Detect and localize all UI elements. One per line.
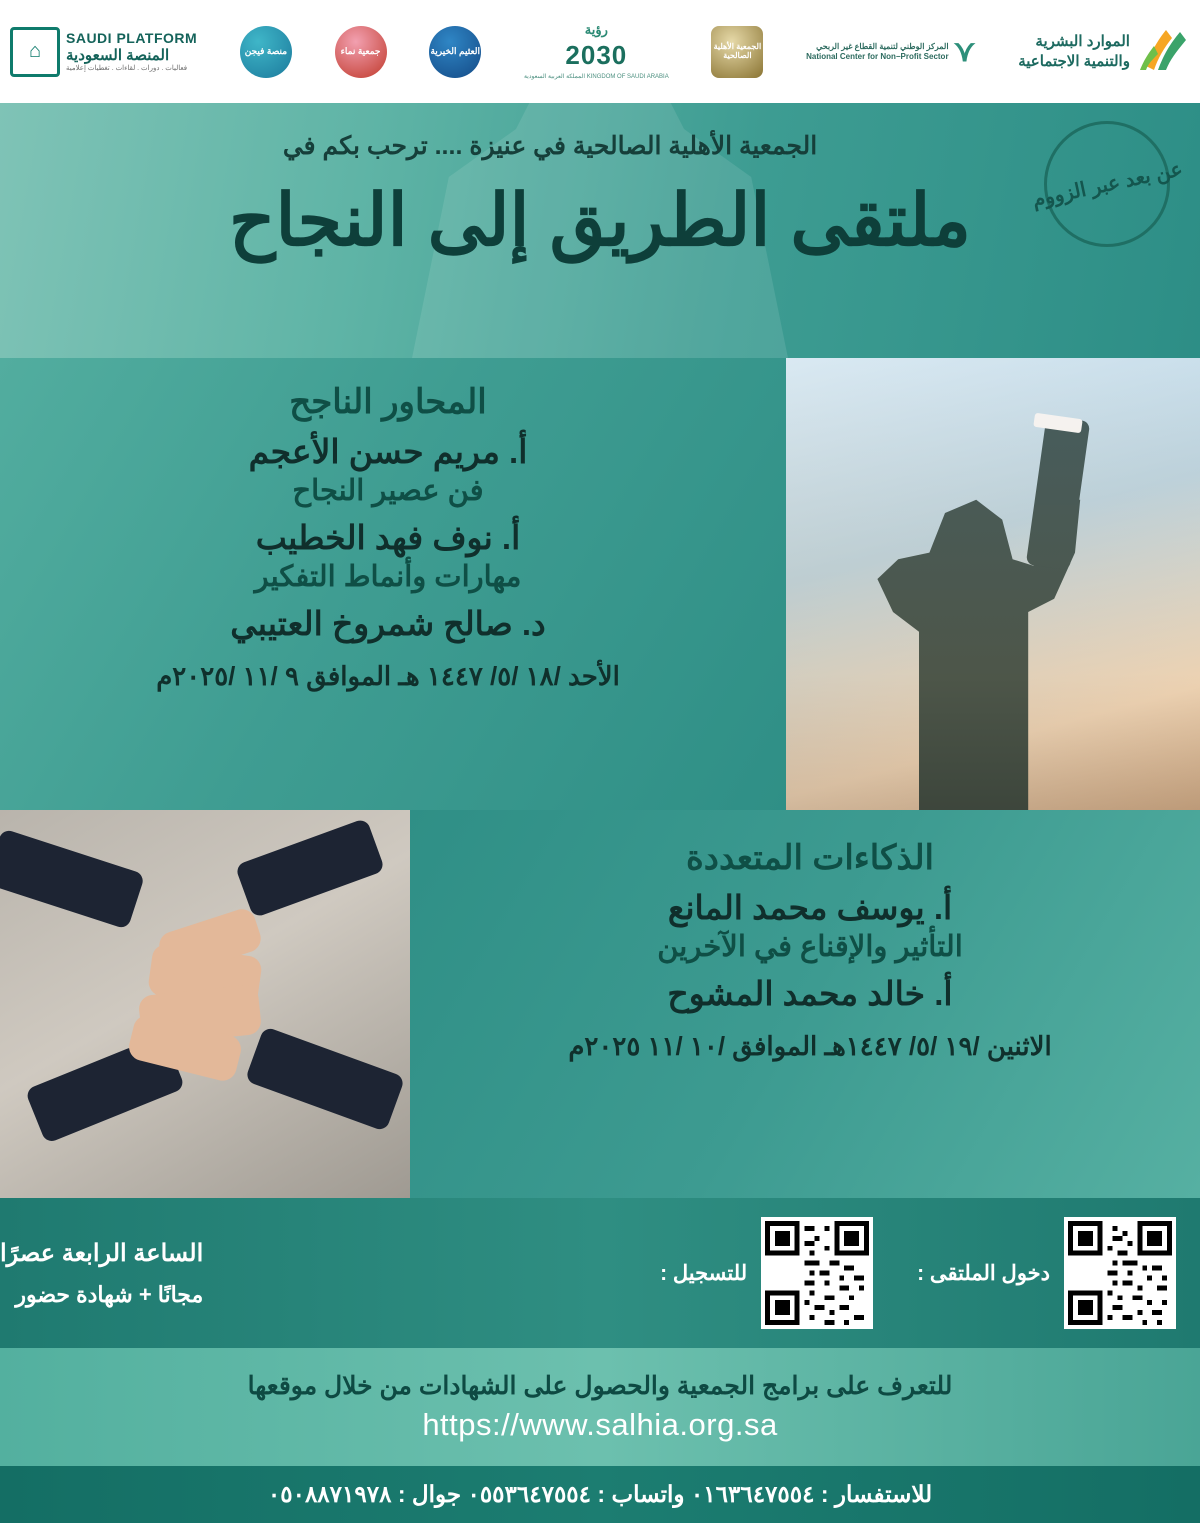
olthaim-charity-label: العثيم الخيرية	[430, 45, 481, 56]
photo-team-hands	[0, 810, 410, 1198]
contact-text: للاستفسار : ٠١٦٣٦٤٧٥٥٤ واتساب : ٠٥٥٣٦٤٧٥٥٤ جوال : ٠٥٠٨٨٧١٩٧٨	[267, 1481, 933, 1507]
website-note: للتعرف على برامج الجمعية والحصول على الشهادات من خلال موقعها	[247, 1372, 953, 1400]
day2-date: الاثنين /١٩ /٥/ ١٤٤٧هـ الموافق /١٠ /١١ ٢٠٢٥م	[568, 1031, 1052, 1061]
team-sleeve-3	[235, 818, 386, 919]
qr-register-label: للتسجيل :	[660, 1261, 748, 1285]
salhia-society-label: الجمعية الأهلية الصالحية	[713, 42, 762, 60]
website-band	[0, 1348, 1200, 1466]
saudi-platform-en: SAUDI PLATFORM	[66, 29, 198, 46]
day1-topic-1: المحاور الناجح	[289, 383, 487, 421]
welcome-text: الجمعية الأهلية الصالحية في عنيزة .... ترحب بكم في	[282, 132, 818, 160]
photo-success-man-cuff	[1033, 413, 1082, 434]
hrsd-line2: والتنمية الاجتماعية	[1018, 52, 1130, 70]
day2-topic-1: الذكاءات المتعددة	[685, 839, 934, 877]
event-time: الساعة الرابعة عصرًا	[0, 1239, 204, 1267]
hero-banner	[0, 103, 1200, 358]
vision-platform-label: منصة فيجن	[244, 45, 288, 56]
logo-vision-platform	[240, 26, 292, 78]
day1-session-block	[0, 358, 786, 810]
bunyan-charity-icon	[335, 26, 387, 78]
bunyan-charity-label: جمعية نماء	[340, 45, 381, 56]
hrsd-line1: الموارد البشرية	[1035, 33, 1130, 50]
qr-entry-label: دخول الملتقى :	[917, 1261, 1050, 1285]
photo-success-man	[786, 358, 1200, 810]
salhia-society-icon	[711, 26, 763, 78]
event-title: ملتقى الطريق إلى النجاح	[229, 181, 971, 261]
day1-speaker-2: أ. نوف فهد الخطيب	[255, 519, 521, 556]
ncnp-mark-icon: ⋎	[953, 35, 976, 68]
day1-speaker-1: أ. مريم حسن الأعجم	[248, 433, 528, 470]
vision-2030-ar: رؤية	[584, 22, 608, 37]
qr-code-entry[interactable]	[1064, 1217, 1176, 1329]
team-sleeve-4	[245, 1026, 406, 1132]
event-details	[0, 1239, 243, 1308]
logo-salhia-society	[711, 26, 763, 78]
ncnp-ar: المركز الوطني لتنمية القطاع غير الربحي	[816, 42, 949, 52]
sponsor-logo-bar	[0, 0, 1200, 103]
day2-session-block	[410, 810, 1200, 1198]
day1-date: الأحد /١٨ /٥/ ١٤٤٧ هـ الموافق ٩ /١١ /٢٠٢٥م	[156, 661, 620, 691]
saudi-platform-tagline: فعاليات . دورات . لقاءات . تغطيات إعلامية	[66, 64, 188, 72]
vision-platform-icon	[240, 26, 292, 78]
zoom-badge-label: عن بعد عبر الزووم	[1030, 157, 1185, 212]
day2-speaker-2: أ. خالد محمد المشوح	[667, 975, 953, 1012]
day1-topic-3: مهارات وأنماط التفكير	[254, 561, 522, 593]
logo-saudi-platform	[10, 27, 197, 77]
vision-2030-number: 2030	[565, 40, 628, 70]
ncnp-en: National Center for Non−Profit Sector	[806, 51, 949, 61]
logo-vision-2030	[524, 23, 669, 80]
photo-success-man-arm	[1026, 416, 1090, 571]
day1-speaker-3: د. صالح شمروخ العتيبي	[230, 605, 546, 642]
event-fee: مجانًا + شهادة حضور	[15, 1281, 204, 1307]
qr-info-strip	[0, 1198, 1200, 1348]
contact-footer	[0, 1466, 1200, 1523]
saudi-platform-mark-icon: ⌂	[10, 27, 60, 77]
day2-topic-2: التأثير والإقناع في الآخرين	[657, 931, 963, 963]
hrsd-emblem-icon	[1138, 26, 1190, 78]
logo-national-center-nonprofit	[806, 34, 975, 69]
logo-hrsd	[1018, 26, 1190, 78]
logo-olthaim-charity	[429, 26, 481, 78]
website-url[interactable]: https://www.salhia.org.sa	[422, 1407, 778, 1442]
qr-code-register[interactable]	[761, 1217, 873, 1329]
day1-topic-2: فن عصير النجاح	[292, 475, 484, 507]
day2-speaker-1: أ. يوسف محمد المانع	[667, 889, 953, 926]
olthaim-charity-icon	[429, 26, 481, 78]
logo-bunyan-charity	[335, 26, 387, 78]
vision-2030-kingdom: المملكة العربية السعودية KINGDOM OF SAUDI ARABIA	[523, 74, 669, 80]
saudi-platform-ar: المنصة السعودية	[66, 46, 170, 64]
team-sleeve-1	[0, 828, 145, 930]
